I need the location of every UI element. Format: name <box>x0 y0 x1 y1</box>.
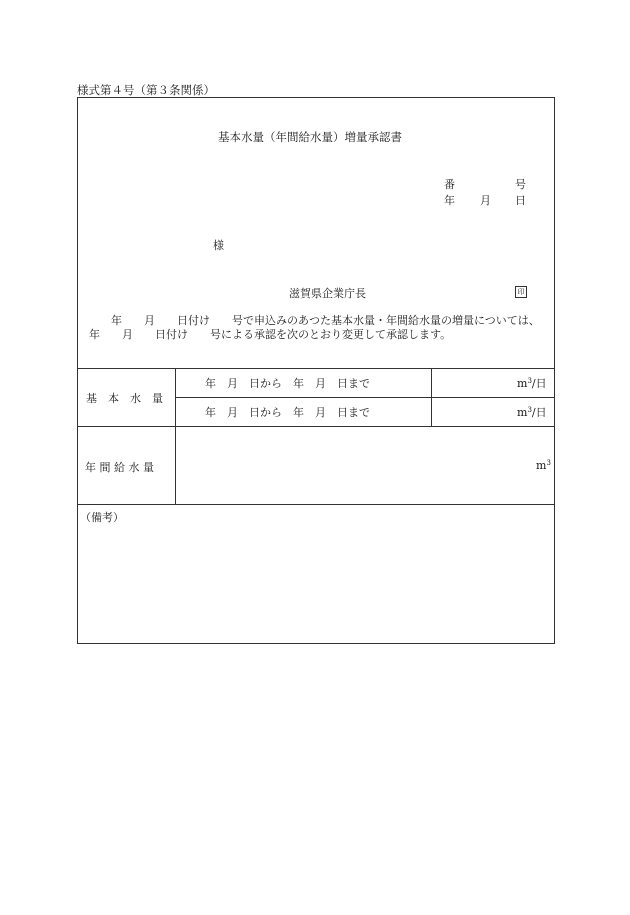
document-title: 基本水量（年間給水量）増量承認書 <box>218 130 402 144</box>
unit-exponent: 3 <box>527 406 532 414</box>
unit-row-1 <box>517 375 547 391</box>
remarks-label: （備考） <box>80 511 124 524</box>
date-month: 月 <box>480 194 491 207</box>
seal-icon: 印 <box>515 286 527 298</box>
table-top-border <box>77 368 555 369</box>
annual-unit <box>536 459 551 472</box>
form-frame <box>77 97 555 644</box>
table-bottom-border <box>77 504 555 505</box>
unit-base: m <box>517 377 528 390</box>
addressee-suffix: 様 <box>213 239 224 252</box>
form-number: 様式第４号（第３条関係） <box>77 83 215 97</box>
row-divider <box>175 397 555 398</box>
unit-column-border <box>431 368 432 426</box>
label-column-border <box>175 368 176 504</box>
section-divider <box>77 426 555 427</box>
unit-base: m <box>536 459 547 472</box>
seal-mark <box>515 285 527 298</box>
unit-per-day: /日 <box>531 377 547 390</box>
number-label: 番 <box>444 178 455 191</box>
unit-per-day: /日 <box>531 406 547 419</box>
unit-row-2 <box>517 404 547 420</box>
unit-base: m <box>517 406 528 419</box>
unit-exponent: 3 <box>546 459 551 467</box>
annual-volume-label: 年 間 給 水 量 <box>85 461 154 474</box>
number-suffix: 号 <box>515 178 526 191</box>
basic-volume-label: 基 本 水 量 <box>86 392 163 405</box>
date-day: 日 <box>515 194 526 207</box>
body-paragraph: 年 月 日付け 号で申込みのあつた基本水量・年間給水量の増量については、 年 月 日付け 号による承認を次のとおり変更して承認します。 <box>89 314 557 341</box>
unit-exponent: 3 <box>527 377 532 385</box>
period-row-2: 年 月 日から 年 月 日まで <box>205 406 370 419</box>
issuer-name: 滋賀県企業庁長 <box>289 287 366 300</box>
period-row-1: 年 月 日から 年 月 日まで <box>205 377 370 390</box>
date-year: 年 <box>444 194 455 207</box>
